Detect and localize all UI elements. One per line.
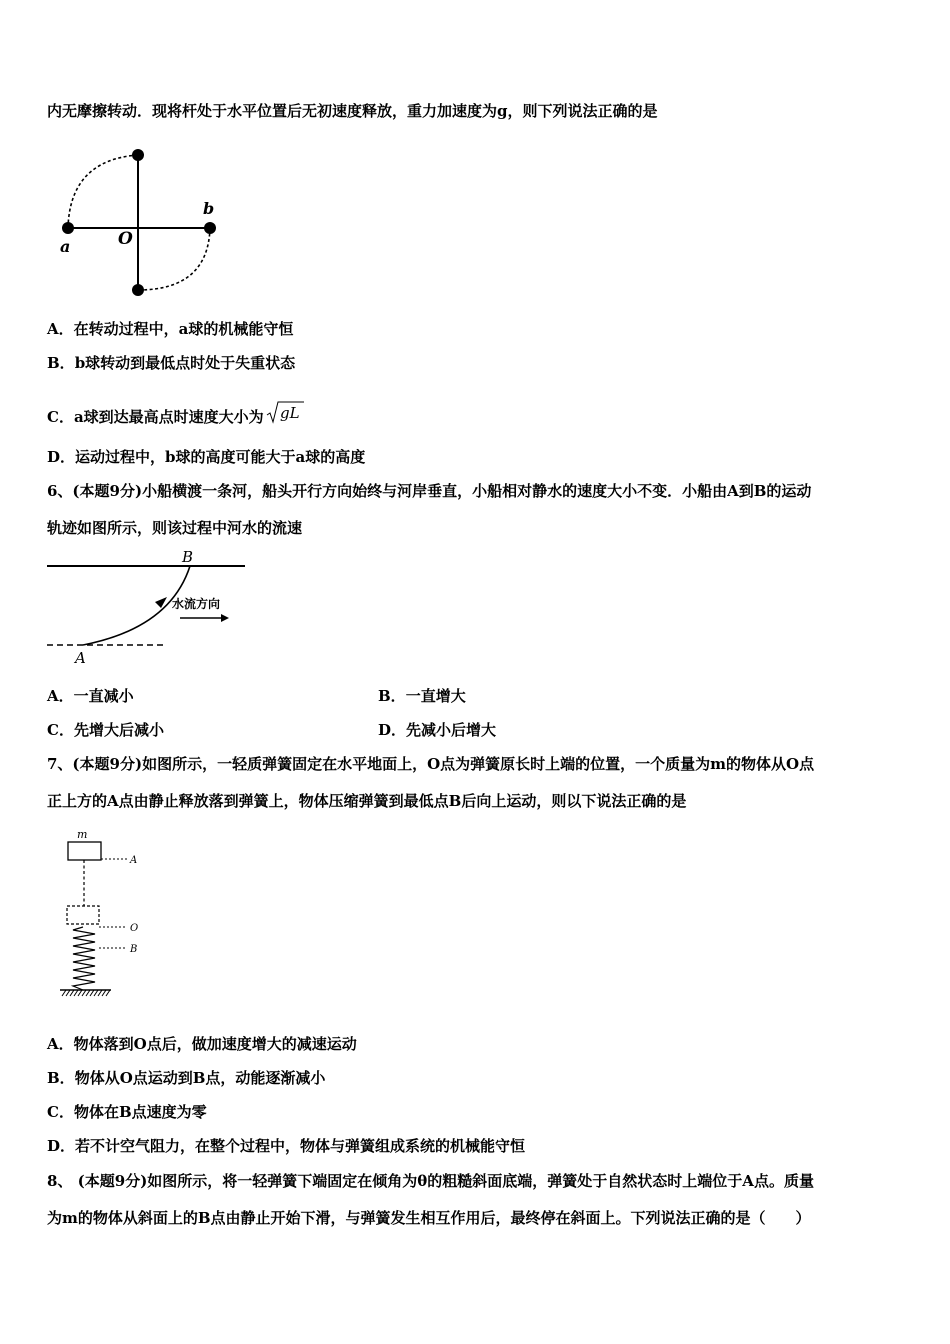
svg-text:gL: gL [279,404,300,422]
label-o: O [130,923,139,934]
ball-top [132,149,144,161]
spring-coil [73,927,95,990]
ball-a [62,222,74,234]
spring-figure [55,826,165,1006]
intro-text: 内无摩擦转动．现将杆处于水平位置后无初速度释放，重力加速度为g，则下列说法正确的是 [47,102,658,120]
rotating-rod-figure [50,140,230,305]
q7-option-d: D．若不计空气阻力，在整个过程中，物体与弹簧组成系统的机械能守恒 [47,1137,526,1155]
label-b: b [203,199,215,218]
path-a-dashed [68,155,138,228]
q5-option-d: D．运动过程中，b球的高度可能大于a球的高度 [47,448,366,466]
q6-stem-line1: 6、(本题9分)小船横渡一条河，船头开行方向始终与河岸垂直，小船相对静水的速度大小不变．小船由A到B的运动 [47,482,812,500]
label-a: A [75,649,86,667]
label-b: B [182,548,194,566]
q8-stem-line1: 8、 (本题9分)如图所示，将一轻弹簧下端固定在倾角为θ的粗糙斜面底端，弹簧处于自然状态时上端位于A点。质量 [47,1172,814,1190]
label-m: m [77,828,88,841]
q8-stem-line2: 为m的物体从斜面上的B点由静止开始下滑，与弹簧发生相互作用后，最终停在斜面上。下列说法正确的是（ ） [47,1209,811,1227]
block-at-a [68,842,101,860]
ball-bottom [132,284,144,296]
label-b: B [130,944,138,955]
q7-stem-line2: 正上方的A点由静止释放落到弹簧上，物体压缩弹簧到最低点B后向上运动，则以下说法正确的是 [47,792,687,810]
q6-option-a: A．一直减小 [47,687,134,705]
ball-b [204,222,216,234]
q7-option-b: B．物体从O点运动到B点，动能逐渐减小 [47,1069,326,1087]
label-a: A [130,855,138,866]
q5-option-a: A．在转动过程中，a球的机械能守恒 [47,320,294,338]
sqrt-formula [266,400,306,426]
q7-option-c: C．物体在B点速度为零 [47,1103,207,1121]
block-at-o-dashed [67,906,99,924]
ground-hatch [62,990,110,996]
q7-stem-line1: 7、(本题9分)如图所示，一轻质弹簧固定在水平地面上，O点为弹簧原长时上端的位置，一个质量为m的物体从O点 [47,755,815,773]
label-a: a [60,237,71,256]
flow-arrowhead [221,614,229,622]
flow-direction-label: 水流方向 [172,597,221,611]
q5-option-b: B．b球转动到最低点时处于失重状态 [47,354,296,372]
q5-option-c: C．a球到达最高点时速度大小为 gL [47,400,306,427]
q6-option-d: D．先减小后增大 [378,721,497,739]
q6-stem-line2: 轨迹如图所示，则该过程中河水的流速 [47,519,303,537]
q6-option-b: B．一直增大 [378,687,466,705]
q6-option-c: C．先增大后减小 [47,721,164,739]
label-o: O [118,229,133,249]
q7-option-a: A．物体落到O点后，做加速度增大的减速运动 [47,1035,357,1053]
river-crossing-figure [45,548,255,668]
path-b-dashed [138,228,210,290]
